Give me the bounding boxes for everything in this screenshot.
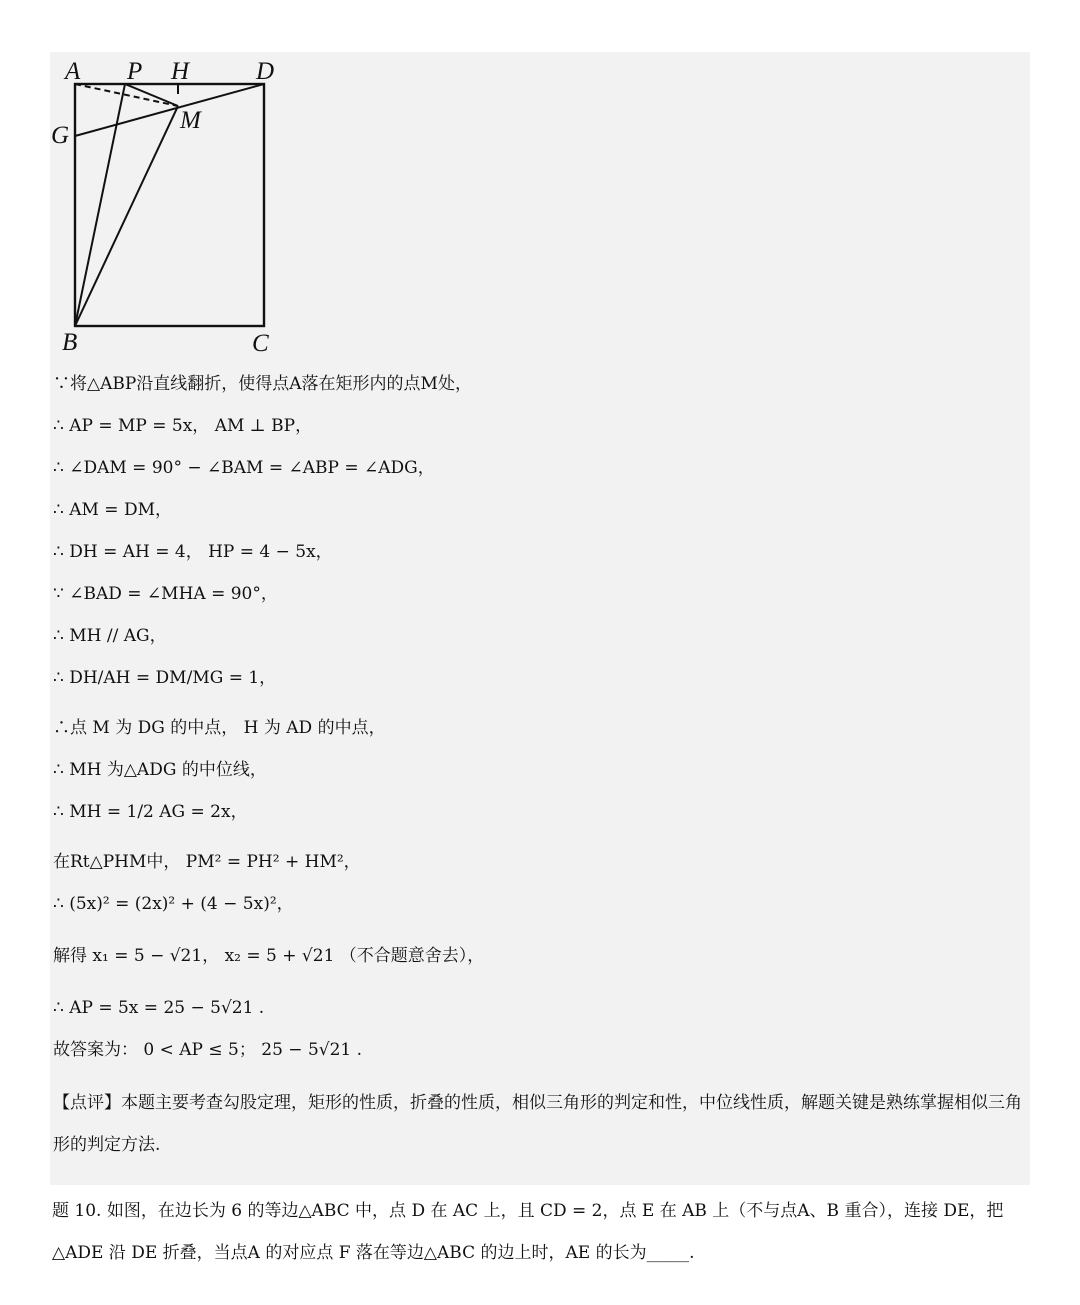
label-h: H xyxy=(171,58,190,85)
step-line: ∴ AP = MP = 5x， AM ⊥ BP， xyxy=(53,416,313,436)
segment-bp xyxy=(75,84,125,326)
label-c: C xyxy=(252,330,269,357)
label-d: D xyxy=(256,58,275,85)
step-line: 解得 x₁ = 5 − √21， x₂ = 5 + √21 （不合题意舍去）， xyxy=(53,946,485,966)
label-b: B xyxy=(62,329,78,356)
segment-am-dashed xyxy=(75,84,178,106)
segment-bm xyxy=(75,106,178,326)
label-g: G xyxy=(51,122,70,149)
step-line: ∴ MH // AG， xyxy=(53,626,167,646)
label-m: M xyxy=(180,107,201,134)
geometry-figure xyxy=(50,52,350,362)
step-line: ∴ AM = DM， xyxy=(53,500,172,520)
segment-gd xyxy=(75,84,264,136)
step-line-fraction: ∴ MH = 1/2 AG = 2x， xyxy=(53,802,248,822)
solution-steps xyxy=(53,374,1025,1166)
step-line: ∵将△ABP沿直线翻折，使得点A落在矩形内的点M处， xyxy=(53,374,472,394)
step-line: 在Rt△PHM中， PM² = PH² + HM²， xyxy=(53,852,361,872)
question-10: 题 10. 如图，在边长为 6 的等边△ABC 中，点 D 在 AC 上，且 CD = 2，点 E 在 AB 上（不与点A、B 重合），连接 DE，把△ADE 沿 DE 折叠，当点A 的对应点 F 落在等边△ABC 的边上时，AE 的长为_____. xyxy=(52,1201,1004,1263)
step-line: ∵ ∠BAD = ∠MHA = 90°， xyxy=(53,584,278,604)
segment-pm xyxy=(125,84,178,106)
label-p: P xyxy=(127,58,143,85)
step-line: ∴ (5x)² = (2x)² + (4 − 5x)²， xyxy=(53,894,294,914)
step-line: ∴ AP = 5x = 25 − 5√21 . xyxy=(53,998,265,1018)
solution-block xyxy=(50,52,1030,1185)
step-line: ∴ ∠DAM = 90° − ∠BAM = ∠ABP = ∠ADG， xyxy=(53,458,435,478)
label-a: A xyxy=(65,58,81,85)
comment-note: 【点评】本题主要考查勾股定理，矩形的性质，折叠的性质，相似三角形的判定和性，中位线性质，解题关键是熟练掌握相似三角形的判定方法. xyxy=(53,1093,1022,1155)
step-line: ∴ DH = AH = 4， HP = 4 − 5x， xyxy=(53,542,333,562)
step-line-fraction: ∴ DH/AH = DM/MG = 1， xyxy=(53,668,277,688)
rectangle-abcd xyxy=(75,84,264,326)
step-line: ∴ MH 为△ADG 的中位线， xyxy=(53,760,267,780)
step-line: ∴点 M 为 DG 的中点， H 为 AD 的中点， xyxy=(53,718,386,738)
answer-line: 故答案为： 0 < AP ≤ 5； 25 − 5√21 . xyxy=(53,1040,363,1060)
